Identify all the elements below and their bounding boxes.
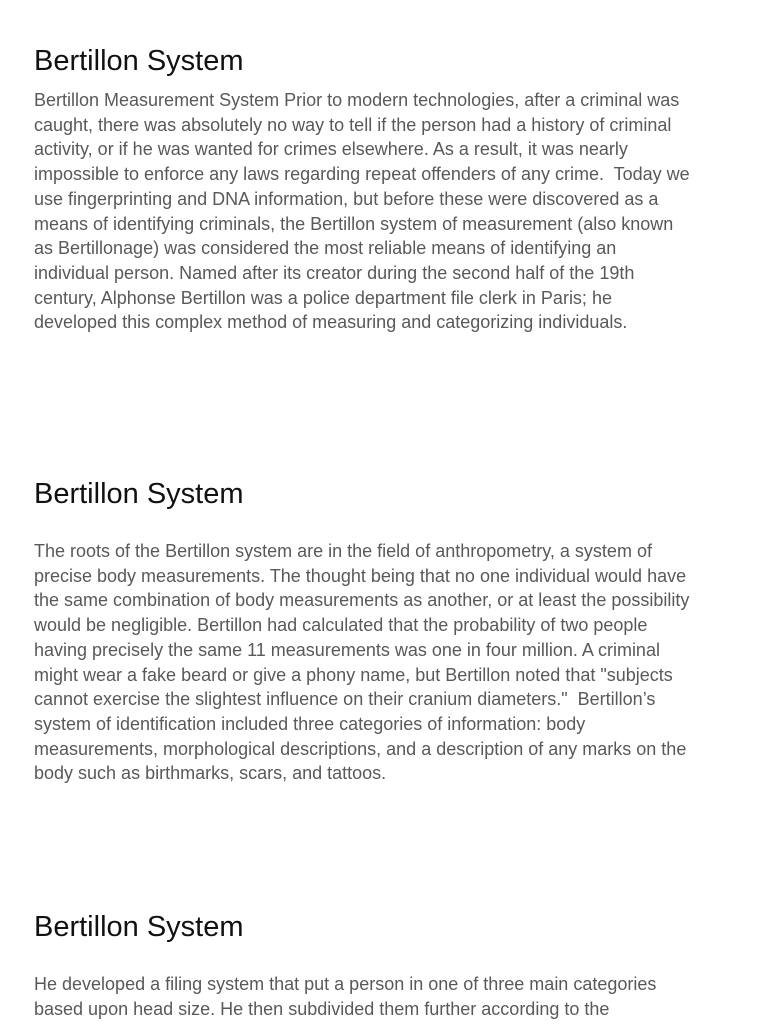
paragraph-line: body such as birthmarks, scars, and tattoos. [34,763,387,784]
paragraph-line: precise body measurements. The thought being that no one individual would have [34,565,687,586]
paragraph-line: activity, or if he was wanted for crimes elsewhere. As a result, it was nearly [34,139,628,160]
paragraph-line: having precisely the same 11 measurements was one in four million. A criminal [34,639,660,660]
bertillon-section-3 [34,910,738,1021]
section-heading: Bertillon System [34,478,244,510]
paragraph-line: system of identification included three categories of information: body [34,713,586,734]
section-paragraph [34,972,738,1021]
paragraph-line: use fingerprinting and DNA information, but before these were discovered as a [34,188,659,209]
paragraph-line: caught, there was absolutely no way to tell if the person had a history of criminal [34,114,672,135]
section-heading: Bertillon System [34,911,244,943]
paragraph-line: He developed a filing system that put a person in one of three main categories [34,974,657,994]
paragraph-line: The roots of the Bertillon system are in the field of anthropometry, a system of [34,541,652,561]
bertillon-section-1 [34,44,738,335]
paragraph-line: individual person. Named after its creator during the second half of the 19th [34,262,635,283]
paragraph-line: might wear a fake beard or give a phony name, but Bertillon noted that "subjects [34,664,673,685]
paragraph-line: as Bertillonage) was considered the most reliable means of identifying an [34,238,617,259]
section-heading: Bertillon System [34,45,244,77]
paragraph-line: century, Alphonse Bertillon was a police department file clerk in Paris; he [34,287,612,308]
paragraph-line: developed this complex method of measuring and categorizing individuals. [34,312,628,333]
paragraph-line: Bertillon Measurement System Prior to modern technologies, after a criminal was [34,90,680,110]
paragraph-line: the same combination of body measurements as another, or at least the possibility [34,590,690,611]
paragraph-line: cannot exercise the slightest influence on their cranium diameters." Bertillon’s [34,689,656,710]
section-paragraph [34,539,738,786]
paragraph-line: impossible to enforce any laws regarding repeat offenders of any crime. Today we [34,164,690,185]
paragraph-line: based upon head size. He then subdivided them further according to the [34,998,610,1019]
paragraph-line: would be negligible. Bertillon had calculated that the probability of two people [34,615,648,636]
paragraph-line: means of identifying criminals, the Bertillon system of measurement (also known [34,213,674,234]
paragraph-line: measurements, morphological descriptions, and a description of any marks on the [34,738,687,759]
section-paragraph [34,88,738,335]
bertillon-section-2 [34,477,738,786]
